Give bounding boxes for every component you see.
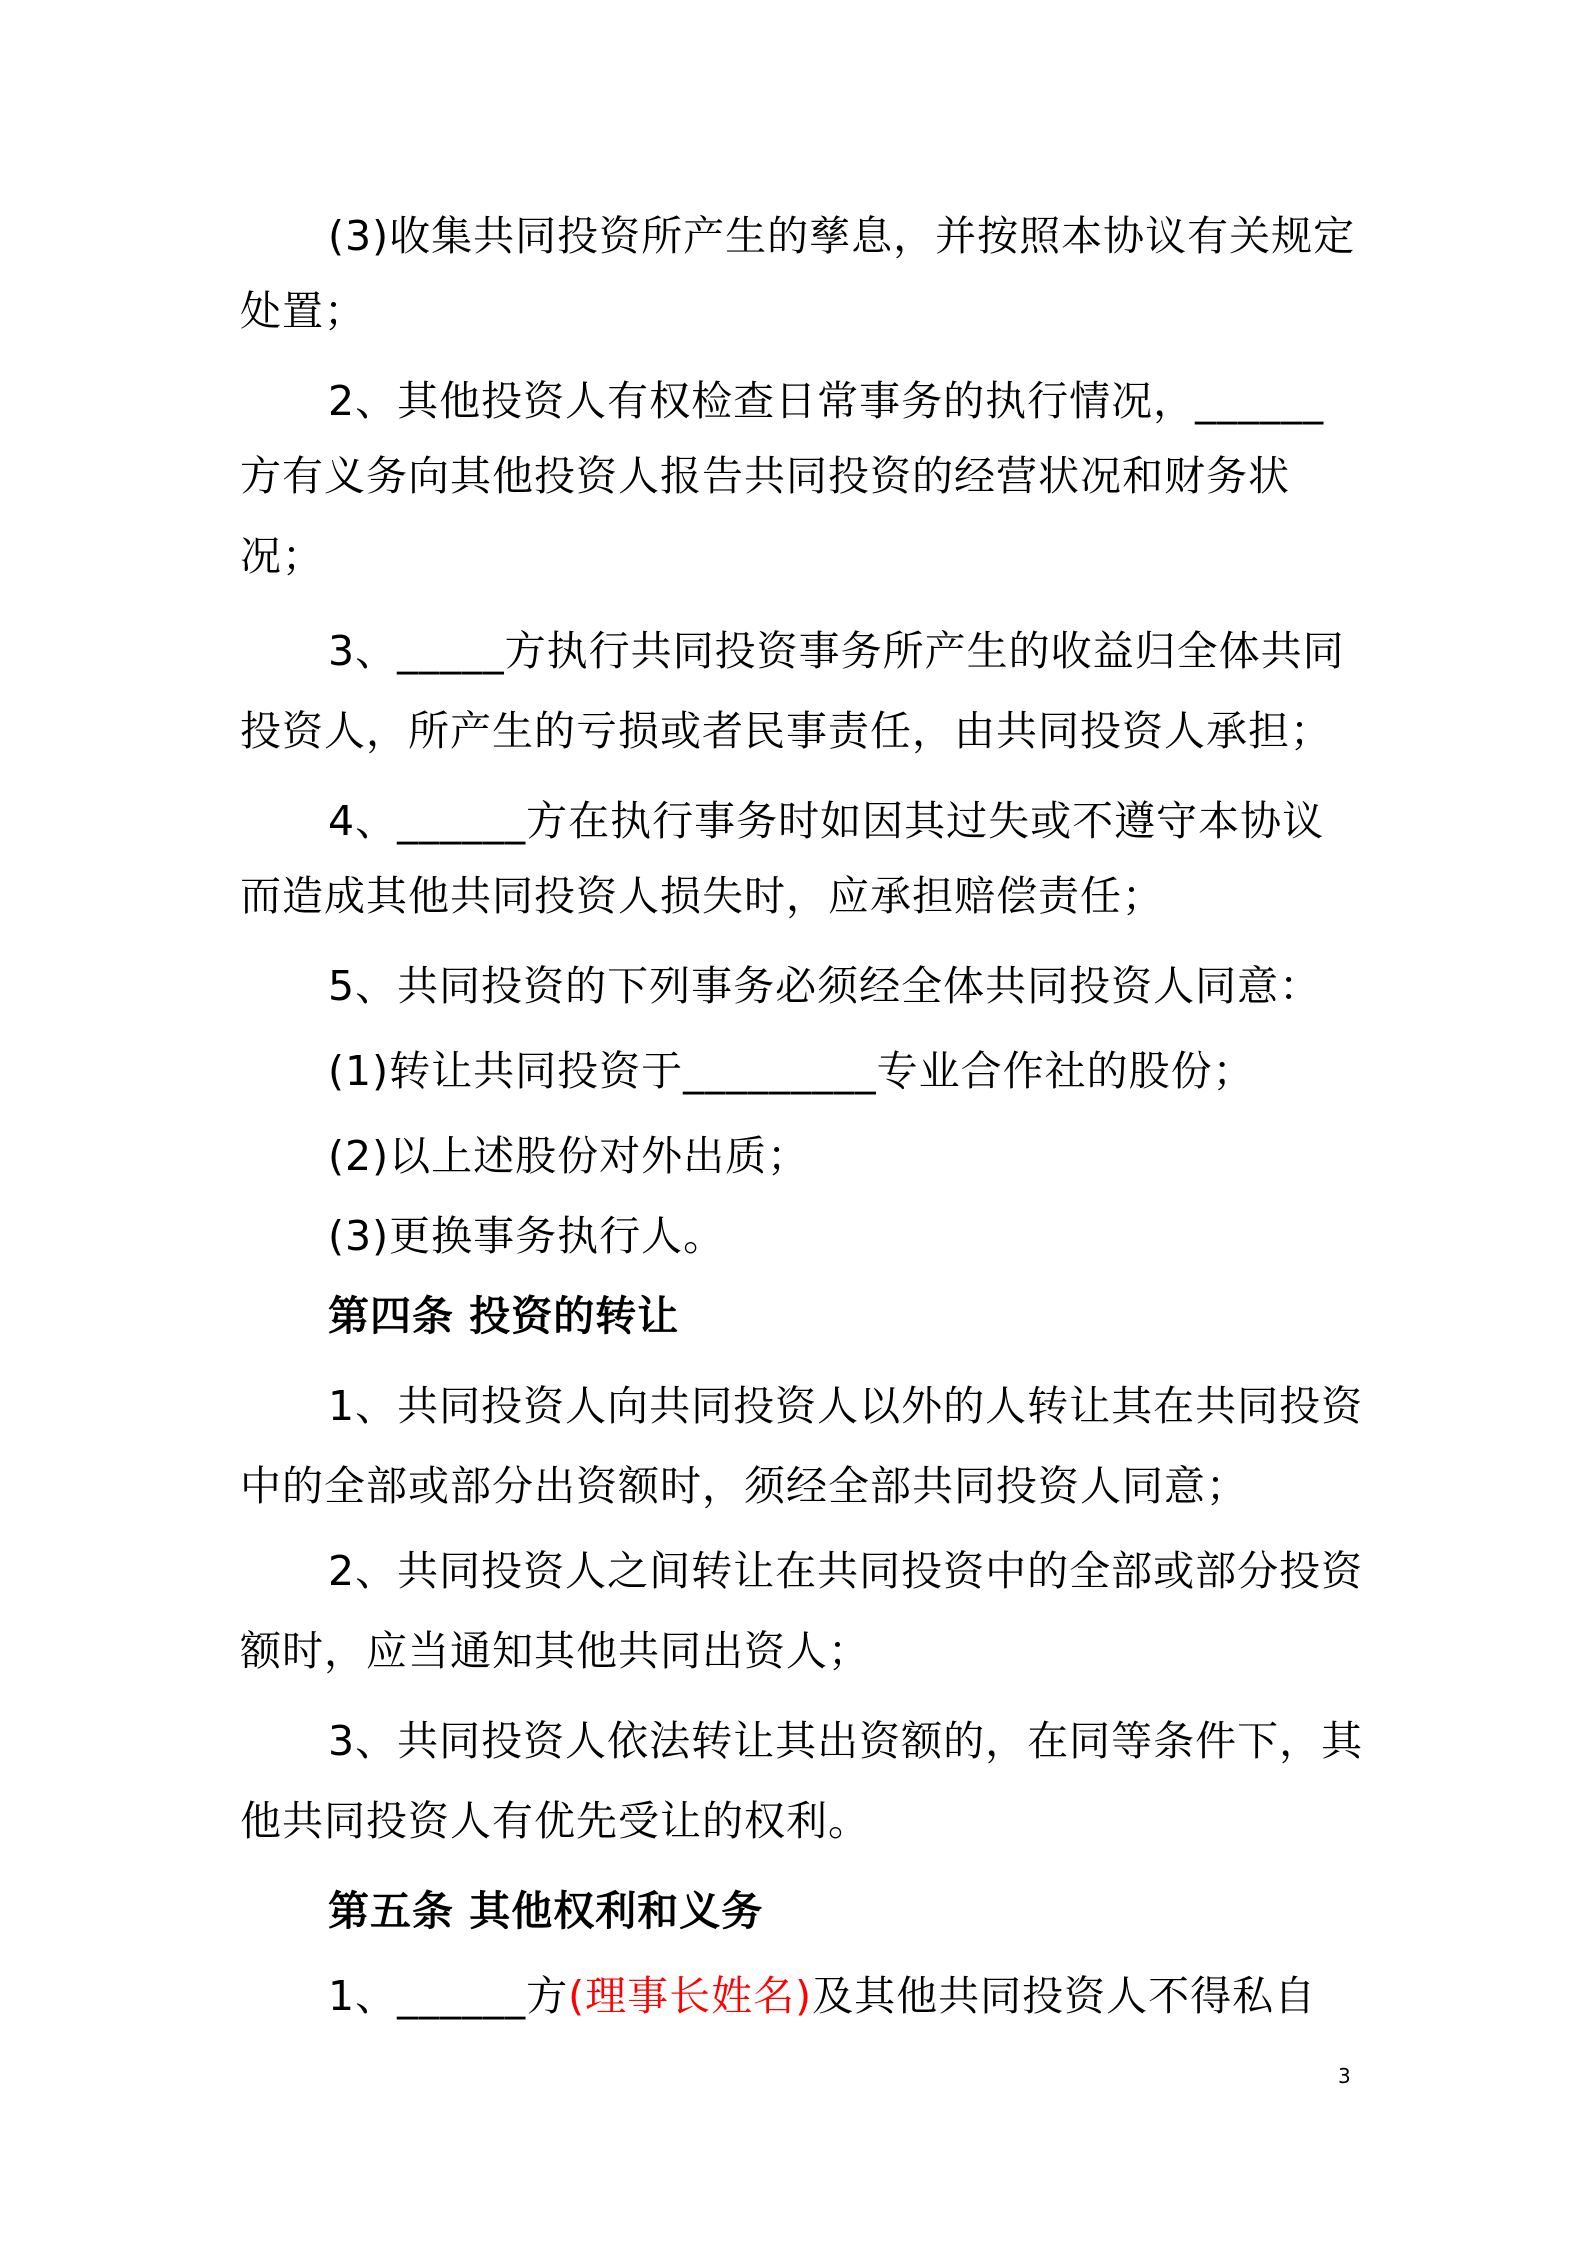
paragraph-line: 投资人，所产生的亏损或者民事责任，由共同投资人承担； — [240, 707, 1332, 755]
paragraph-line: 额时，应当通知其他共同出资人； — [240, 1627, 870, 1675]
paragraph-line: (3)更换事务执行人。 — [328, 1212, 726, 1260]
paragraph-line: 况； — [240, 532, 324, 580]
line-prefix: 1、______方 — [328, 1972, 569, 2020]
paragraph-line: 中的全部或部分出资额时，须经全部共同投资人同意； — [240, 1462, 1248, 1510]
paragraph-line: 4、______方在执行事务时如因其过失或不遵守本协议 — [328, 797, 1325, 845]
paragraph-line: (2)以上述股份对外出质； — [328, 1132, 810, 1180]
line-suffix: 及其他共同投资人不得私自 — [812, 1972, 1317, 2020]
paragraph-line — [328, 1970, 1316, 2022]
paragraph-line: 方有义务向其他投资人报告共同投资的经营状况和财务状 — [240, 452, 1290, 500]
paragraph-line: 2、共同投资人之间转让在共同投资中的全部或部分投资 — [328, 1547, 1364, 1595]
paragraph-line: 他共同投资人有优先受让的权利。 — [240, 1797, 870, 1845]
section-heading: 第五条 其他权利和义务 — [328, 1887, 764, 1935]
placeholder-highlight: (理事长姓名) — [568, 1972, 813, 2020]
paragraph-line: 2、其他投资人有权检查日常事务的执行情况，______ — [328, 377, 1325, 425]
paragraph-line: 3、_____方执行共同投资事务所产生的收益归全体共同 — [328, 627, 1345, 675]
paragraph-line: 处置； — [240, 287, 366, 335]
paragraph-line: 1、共同投资人向共同投资人以外的人转让其在共同投资 — [328, 1382, 1364, 1430]
paragraph-line: 3、共同投资人依法转让其出资额的，在同等条件下，其 — [328, 1717, 1364, 1765]
paragraph-line: (1)转让共同投资于_________专业合作社的股份； — [328, 1047, 1255, 1095]
page-number: 3 — [1338, 2064, 1351, 2088]
paragraph-line: 而造成其他共同投资人损失时，应承担赔偿责任； — [240, 872, 1164, 920]
paragraph-line: 5、共同投资的下列事务必须经全体共同投资人同意： — [328, 962, 1322, 1010]
paragraph-line: (3)收集共同投资所产生的孳息，并按照本协议有关规定 — [328, 212, 1356, 260]
section-heading: 第四条 投资的转让 — [328, 1292, 680, 1340]
